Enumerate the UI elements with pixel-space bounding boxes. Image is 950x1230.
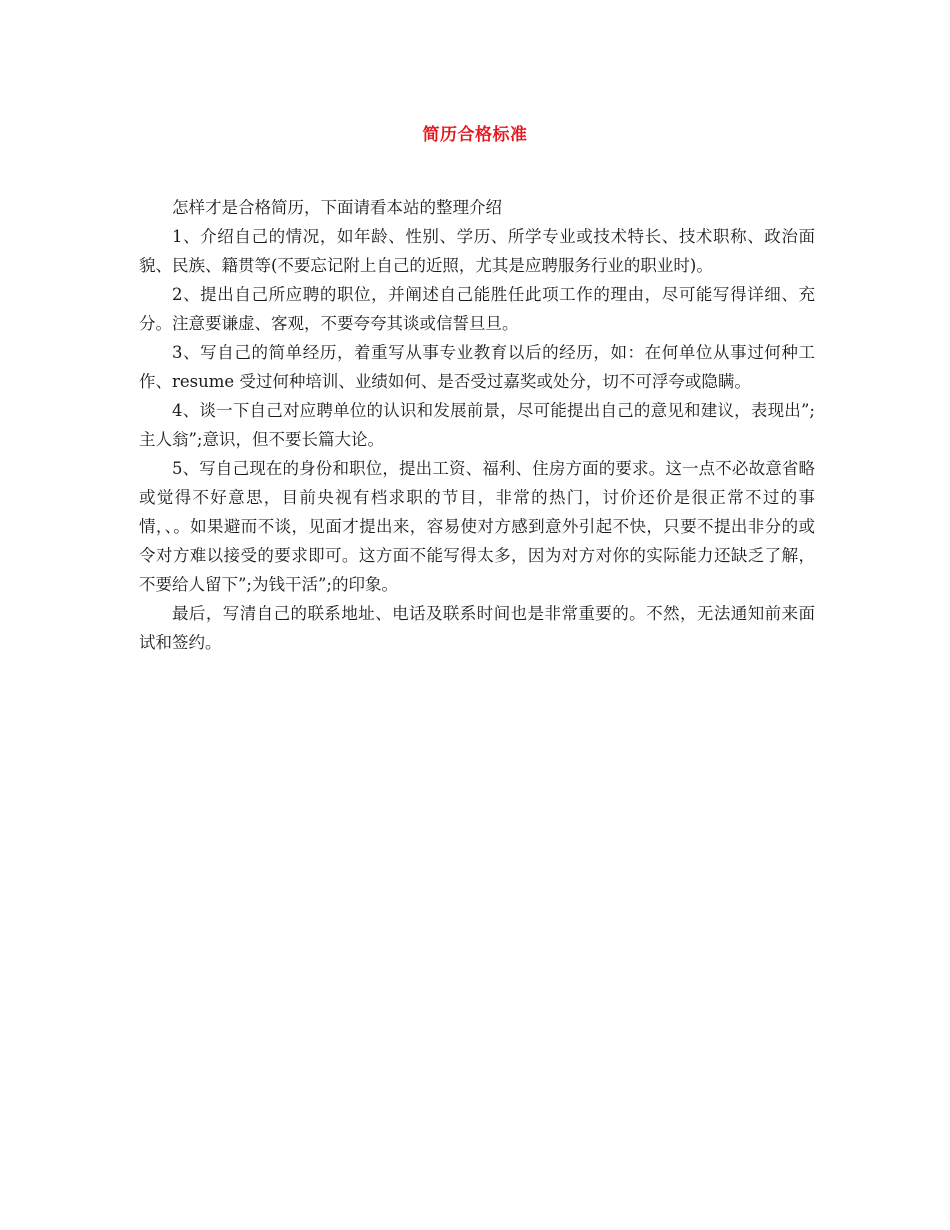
paragraph-item-3: 3、写自己的简单经历，着重写从事专业教育以后的经历，如：在何单位从事过何种工作、resume 受过何种培训、业绩如何、是否受过嘉奖或处分，切不可浮夸或隐瞒。 [139, 343, 815, 391]
paragraph-intro: 怎样才是合格简历，下面请看本站的整理介绍 [172, 198, 502, 217]
paragraph-item-5: 5、写自己现在的身份和职位，提出工资、福利、住房方面的要求。这一点不必故意省略或觉得不好意思，目前央视有档求职的节目，非常的热门，讨价还价是很正常不过的事情，、。如果避而不谈，见面才提出来，容易使对方感到意外引起不快，只要不提出非分的或令对方难以接受的要求即可。这方面不能写得太多，因为对方对你的实际能力还缺乏了解，不要给人留下”;为钱干活”;的印象。 [139, 459, 815, 594]
document-title: 简历合格标准 [422, 125, 528, 145]
paragraph-item-1: 1、介绍自己的情况，如年龄、性别、学历、所学专业或技术特长、技术职称、政治面貌、民族、籍贯等(不要忘记附上自己的近照，尤其是应聘服务行业的职业时)。 [139, 227, 815, 275]
paragraph-item-4: 4、谈一下自己对应聘单位的认识和发展前景，尽可能提出自己的意见和建议，表现出”;主人翁”;意识，但不要长篇大论。 [139, 401, 815, 449]
paragraph-item-2: 2、提出自己所应聘的职位，并阐述自己能胜任此项工作的理由，尽可能写得详细、充分。注意要谦虚、客观，不要夸夸其谈或信誓旦旦。 [139, 285, 815, 333]
paragraph-closing: 最后，写清自己的联系地址、电话及联系时间也是非常重要的。不然，无法通知前来面试和签约。 [139, 604, 815, 652]
document-body [139, 193, 815, 657]
